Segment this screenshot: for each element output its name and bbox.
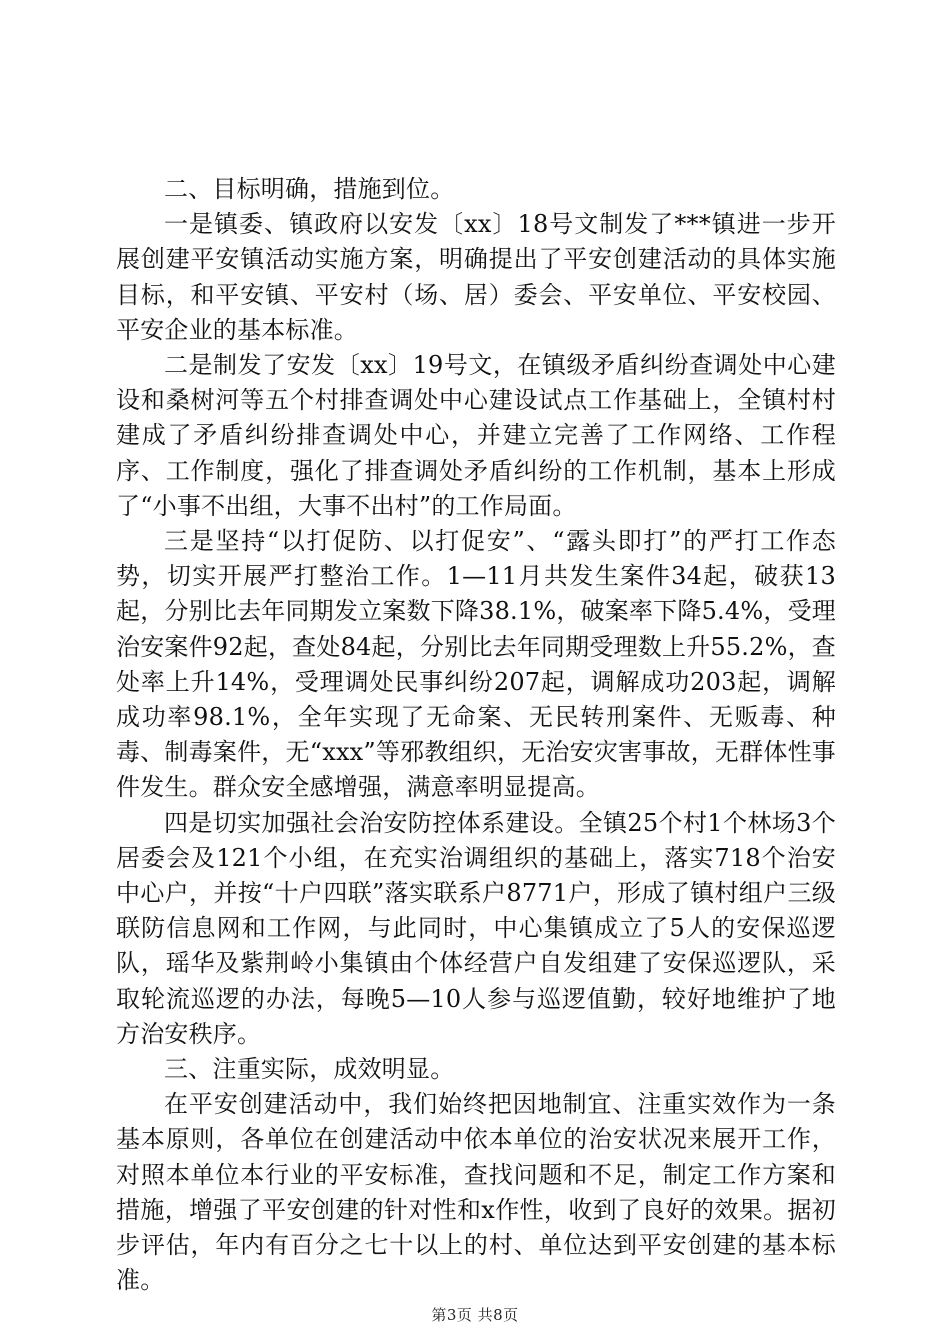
page-footer: 第3页 共8页 bbox=[431, 1306, 519, 1324]
paragraph-item-three: 三是坚持“以打促防、以打促安”、“露头即打”的严打工作态势，切实开展严打整治工作。1—11月共发生案件34起，破获13起，分别比去年同期发立案数下降38.1%，破案率下降5.4%，受理治安案件92起，查处84起，分别比去年同期受理数上升55.2%，查处率上升14%，受理调处民事纠纷207起，调解成功203起，调解成功率98.1%，全年实现了无命案、无民转刑案件、无贩毒、种毒、制毒案件，无“xxx”等邪教组织，无治安灾害事故，无群体性事件发生。群众安全感增强，满意率明显提高。 bbox=[116, 527, 836, 802]
paragraph-item-one: 一是镇委、镇政府以安发〔xx〕18号文制发了***镇进一步开展创建平安镇活动实施方案，明确提出了平安创建活动的具体实施目标，和平安镇、平安村（场、居）委会、平安单位、平安校园、平安企业的基本标准。 bbox=[116, 210, 836, 344]
section-heading-results: 三、注重实际，成效明显。 bbox=[164, 1055, 455, 1084]
section-heading-goals: 二、目标明确，措施到位。 bbox=[164, 175, 455, 203]
paragraph-results: 在平安创建活动中，我们始终把因地制宜、注重实效作为一条基本原则，各单位在创建活动中依本单位的治安状况来展开工作，对照本单位本行业的平安标准，查找问题和不足，制定工作方案和措施，增强了平安创建的针对性和x作性，收到了良好的效果。据初步评估，年内有百分之七十以上的村、单位达到平安创建的基本标准。 bbox=[116, 1090, 836, 1295]
paragraph-item-four: 四是切实加强社会治安防控体系建设。全镇25个村1个林场3个居委会及121个小组，在充实治调组织的基础上，落实718个治安中心户，并按“十户四联”落实联系户8771户，形成了镇村组户三级联防信息网和工作网，与此同时，中心集镇成立了5人的安保巡逻队，瑶华及紫荆岭小集镇由个体经营户自发组建了安保巡逻队，采取轮流巡逻的办法，每晚5—10人参与巡逻值勤，较好地维护了地方治安秩序。 bbox=[116, 808, 836, 1048]
paragraph-item-two: 二是制发了安发〔xx〕19号文，在镇级矛盾纠纷查调处中心建设和桑树河等五个村排查调处中心建设试点工作基础上，全镇村村建成了矛盾纠纷排查调处中心，并建立完善了工作网络、工作程序、工作制度，强化了排查调处矛盾纠纷的工作机制，基本上形成了“小事不出组，大事不出村”的工作局面。 bbox=[116, 351, 836, 520]
document-body bbox=[116, 172, 836, 1299]
